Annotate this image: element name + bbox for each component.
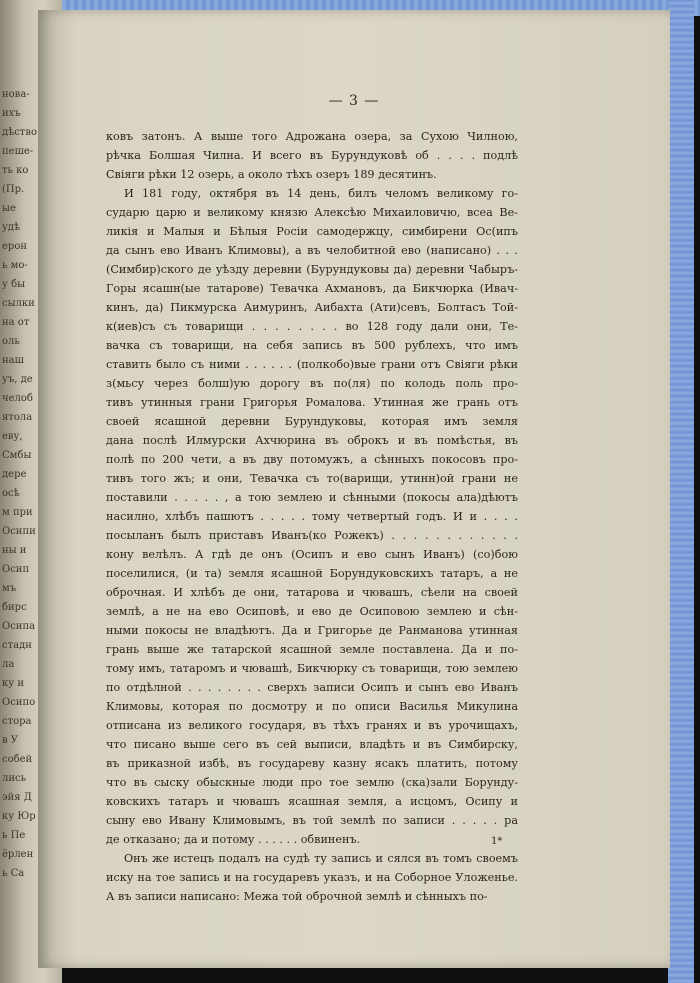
left-page-text-fragment: осѣ	[2, 488, 20, 499]
text-line: Горы ясашн(ые татарове) Тевачка Ахмановъ, да Бикчюрка (Ивач-	[106, 282, 518, 295]
text-line: ными покосы не владѣютъ. Да и Григорье де Ранманова утинная	[106, 624, 518, 637]
body-text	[106, 127, 518, 906]
left-page-text-fragment: ь мо-	[2, 260, 28, 271]
left-page-text-fragment: Осипо	[2, 697, 36, 708]
left-page-text-fragment: оль	[2, 336, 20, 347]
text-line: грань выше же татарской ясашной земле поставлена. Да и по-	[106, 643, 518, 656]
left-page-text-fragment: ятола	[2, 412, 33, 423]
text-line: ковскихъ татаръ и чювашъ ясашная земля, а исцомъ, Осипу и	[106, 795, 518, 808]
text-line: Климовы, которая по досмотру и по описи Василья Микулина	[106, 700, 518, 713]
left-page-text-fragment: дере	[2, 469, 27, 480]
left-page-text-fragment: Оснпи	[2, 526, 36, 537]
signature-mark: 1*	[491, 836, 503, 847]
book-page	[38, 10, 670, 968]
text-line: де отказано; да и потому . . . . . . обвиненъ.	[106, 833, 361, 846]
left-page-text-fragment: мъ	[2, 583, 17, 594]
text-line: з(мьсу через болш)ую дорогу въ по(ля) по колодь поль про-	[106, 377, 518, 390]
left-page-text-fragment: наш	[2, 355, 24, 366]
left-page-text-fragment: ла	[2, 659, 15, 670]
text-line: Свіяги рѣки 12 озерь, а около тѣхъ озеръ 189 десятинъ.	[106, 168, 437, 181]
text-line: поселилися, (и та) земля ясашной Борундуковскихъ татаръ, а не	[106, 567, 518, 580]
text-line: ставить было съ ними . . . . . . (полкобо)вые грани отъ Свіяги рѣки	[106, 358, 518, 371]
left-page-text-fragment: стора	[2, 716, 32, 727]
text-line: иску на тое запись и на государевъ указъ, и на Соборное Уложенье.	[106, 871, 518, 884]
text-line: кинъ, да) Пикмурска Аимуринъ, Аибахта (Ати)севъ, Болтасъ Той-	[106, 301, 518, 314]
text-line: А въ записи написано: Межа той оброчной землѣ и сѣнныхъ по-	[106, 890, 488, 903]
left-page-text-fragment: м при	[2, 507, 33, 518]
left-page-text-fragment: ть ко	[2, 165, 29, 176]
text-line: к(иев)съ съ товарищи . . . . . . . . во 128 году дали они, Те-	[106, 320, 518, 333]
text-line: что писано выше сего въ сей выписи, владѣть и въ Симбирску,	[106, 738, 518, 751]
left-page-text-fragment: стадн	[2, 640, 32, 651]
left-page-text-fragment: пеше-	[2, 146, 34, 157]
text-line: въ приказной избѣ, въ государеву казну ясакъ платить, потому	[106, 757, 518, 770]
left-page-text-fragment: ку и	[2, 678, 24, 689]
text-line: кону велѣлъ. А гдѣ де онъ (Осипъ и ево сынъ Иванъ) (со)бою	[106, 548, 518, 561]
text-line: что въ сыску обыскные люди про тое землю (ска)зали Борунду-	[106, 776, 518, 789]
left-page-text-fragment: ёрлен	[2, 849, 34, 860]
left-page-text-fragment: (Пр.	[2, 184, 25, 195]
left-page-text-fragment: на от	[2, 317, 30, 328]
left-page-text-fragment: собей	[2, 754, 33, 765]
left-page-text-fragment: эйя Д	[2, 792, 32, 803]
text-line: ковъ затонъ. А выше того Адрожана озера, за Сухою Чилною,	[106, 130, 518, 143]
left-page-text-fragment: ны и	[2, 545, 27, 556]
left-page-text-fragment: Осипа	[2, 621, 36, 632]
left-page-text-fragment: ихъ	[2, 108, 21, 119]
left-page-text-fragment: удѣ	[2, 222, 21, 233]
left-page-text-fragment: Осип	[2, 564, 30, 575]
text-line: вачка съ товарищи, на себя запись въ 500 рублехъ, что имъ	[106, 339, 518, 352]
left-page-text-fragment: у бы	[2, 279, 26, 290]
text-line: рѣчка Болшая Чилна. И всего въ Бурундуковѣ об . . . . подлѣ	[106, 149, 518, 162]
left-page-text-fragment: Смбы	[2, 450, 32, 461]
left-page-text-fragment: ерон	[2, 241, 28, 252]
left-page-text-fragment: ые	[2, 203, 16, 214]
left-page-text-fragment: бирс	[2, 602, 27, 613]
left-page-text-fragment: нова-	[2, 89, 30, 100]
left-page-text-fragment: лись	[2, 773, 27, 784]
text-line: ликія и Малыя и Бѣлыя Росіи самодержцу, симбирени Ос(ипъ	[106, 225, 518, 238]
text-line: Онъ же истецъ подалъ на судѣ ту запись и сялся въ томъ своемъ	[124, 852, 518, 865]
blue-cover-edge-right	[668, 0, 694, 983]
left-page-text-fragment: в У	[2, 735, 19, 746]
left-page-text-fragment: ь Са	[2, 868, 25, 879]
left-page-text-fragment: дѣство	[2, 127, 37, 138]
text-line: землѣ, а не на ево Осиповѣ, и ево де Осиповою землею и сѣн-	[106, 605, 518, 618]
text-line: полѣ по 200 чети, а въ дву потомужъ, а сѣнныхъ покосовъ про-	[106, 453, 518, 466]
text-line: поставили . . . . . , а тою землею и сѣнными (покосы ала)дѣютъ	[106, 491, 518, 504]
text-line: отписана из великого государя, въ тѣхъ гранях и въ урочищахъ,	[106, 719, 518, 732]
text-line: да сынъ ево Иванъ Климовы), а въ челобитной ево (написано) . . .	[106, 244, 518, 257]
text-line: сыну ево Ивану Климовымъ, въ той землѣ по записи . . . . . ра	[106, 814, 518, 827]
text-line: дана послѣ Илмурски Ахчюрина въ оброкъ и въ помѣстья, въ	[106, 434, 518, 447]
text-line: тивъ того жъ; и они, Тевачка съ то(варищи, утинн)ой грани не	[106, 472, 518, 485]
text-line: насилно, хлѣбъ пашютъ . . . . . тому четвертый годъ. И и . . . .	[106, 510, 518, 523]
text-line: своей ясашной деревни Бурундуковы, которая имъ земля	[106, 415, 518, 428]
text-line: тому имъ, татаромъ и чювашѣ, Бикчюрку съ товарищи, тою землею	[106, 662, 518, 675]
left-page-text-fragment: ку Юр	[2, 811, 36, 822]
left-page-text-fragment: сылки	[2, 298, 35, 309]
left-page-text-fragment: еву,	[2, 431, 23, 442]
text-line: посыланъ былъ приставъ Иванъ(ко Рожекъ) . . . . . . . . . . . .	[106, 529, 518, 542]
page-number: — 3 —	[328, 93, 380, 109]
text-line: И 181 году, октября въ 14 день, билъ челомъ великому го-	[124, 187, 518, 200]
text-line: тивъ утинныя грани Григорья Ромалова. Утинная же грань отъ	[106, 396, 518, 409]
text-line: сударю царю и великому князю Алексѣю Михаиловичю, всеа Ве-	[106, 206, 518, 219]
text-line: (Симбир)ского де уѣзду деревни (Бурундуковы да) деревни Чабыръ-	[106, 263, 518, 276]
text-line: по отдѣлной . . . . . . . . сверхъ записи Осипъ и сынъ ево Иванъ	[106, 681, 518, 694]
text-line: оброчная. И хлѣбъ де они, татарова и чювашъ, сѣели на своей	[106, 586, 518, 599]
left-page-text-fragment: ь Пе	[2, 830, 26, 841]
left-page-text-fragment: челоб	[2, 393, 33, 404]
left-page-text-fragment: уъ, де	[2, 374, 33, 385]
